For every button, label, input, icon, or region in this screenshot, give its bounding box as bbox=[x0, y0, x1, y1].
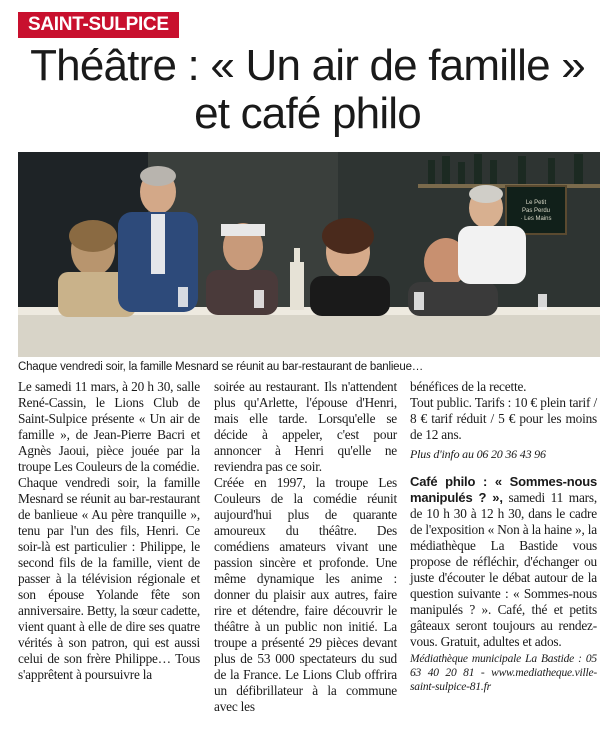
article-troupe-paragraph bbox=[214, 475, 397, 715]
article-tarifs: Tout public. Tarifs : 10 € plein tarif / 8 € tarif réduit / 5 € pour les moins de 12 ans. bbox=[410, 395, 597, 442]
troupe-text-end: bénéfices de la recette. bbox=[410, 379, 527, 394]
plot-text-1: Chaque vendredi soir, la famille Mesnard se réunit au bar-restaurant de banlieue « Au père tranquille », tenu par l'un des fils, Henri. Ce soir-là est particulier : Philippe, le second fils de la famille, vient de passer à la télévision régionale et son épouse Yolande fête son anniversaire. Betty, la sœur cadette, vient quant à elle de dire ses quatre vérités à son patron, qui est aussi celui de son frère Philippe… Tous s'apprêtent à poursuivre la bbox=[18, 475, 200, 682]
plot-text-2: soirée au restaurant. Ils n'attendent plus qu'Arlette, l'épouse d'Henri, mais elle tarde. Lorsqu'elle se décide à appeler, c'est pour annoncer à Henri qu'elle ne reviendra pas ce soir. bbox=[214, 379, 397, 474]
cafe-philo-paragraph bbox=[410, 474, 597, 650]
article-plot-paragraph-end bbox=[214, 379, 397, 475]
article-intro-paragraph: Le samedi 11 mars, à 20 h 30, salle René-Cassin, le Lions Club de Saint-Sulpice présente « Un air de famille », de Jean-Pierre Bacri et Agnès Jaoui, pièce jouée par la troupe Les Couleurs de la comédie. bbox=[18, 379, 200, 474]
article-plot-paragraph-start bbox=[18, 475, 200, 683]
headline-line-1: Théâtre : « Un air de famille » bbox=[30, 41, 585, 90]
mediatheque-contact: Médiathèque municipale La Bastide : 05 63 40 20 81 - www.mediatheque.ville-saint-sulpice-81.fr bbox=[410, 653, 597, 693]
article-column-1 bbox=[18, 379, 200, 683]
section-tag: SAINT-SULPICE bbox=[18, 12, 179, 38]
article-troupe-paragraph-end bbox=[410, 379, 597, 395]
chalkboard-text: Le Petit Pas Perdu · Les Mains bbox=[520, 200, 552, 222]
article-column-3 bbox=[410, 379, 597, 694]
headline bbox=[0, 42, 615, 138]
headline-line-2: et café philo bbox=[194, 89, 421, 138]
cafe-philo-text: samedi 11 mars, de 10 h 30 à 12 h 30, dans le cadre de l'exposition « Non à la haine », la médiathèque La Bastide vous propose de réfléchir, d'échanger ou juste d'écouter le débat autour de la question suivante : « Sommes-nous manipulés ? ». Café, thé et petits gâteaux seront toujours au rendez-vous. Gratuit, adultes et ados. bbox=[410, 490, 597, 649]
article-column-2 bbox=[214, 379, 397, 715]
photo-caption: Chaque vendredi soir, la famille Mesnard se réunit au bar-restaurant de banlieue… bbox=[18, 361, 424, 373]
info-phone: Plus d'info au 06 20 36 43 96 bbox=[410, 447, 546, 461]
troupe-text: Créée en 1997, la troupe Les Couleurs de la comédie réunit aujourd'hui plus de quarante amoureux du théâtre. Des comédiens amateurs vivant une passion sincère et profonde. Une même dynamique les anime : donner du plaisir aux autres, faire rire et détendre, faire découvrir le théâtre à un public non initié. La troupe a présenté 29 pièces devant plus de 53 000 spectateurs du sud de la France. Le Lions Club offrira un défibrillateur à la commune avec les bbox=[214, 475, 397, 714]
theatre-scene-illustration bbox=[18, 152, 600, 357]
cafe-philo-title: Café philo : « Sommes-nous manipulés ? », bbox=[410, 474, 597, 505]
article-photo bbox=[18, 152, 600, 357]
